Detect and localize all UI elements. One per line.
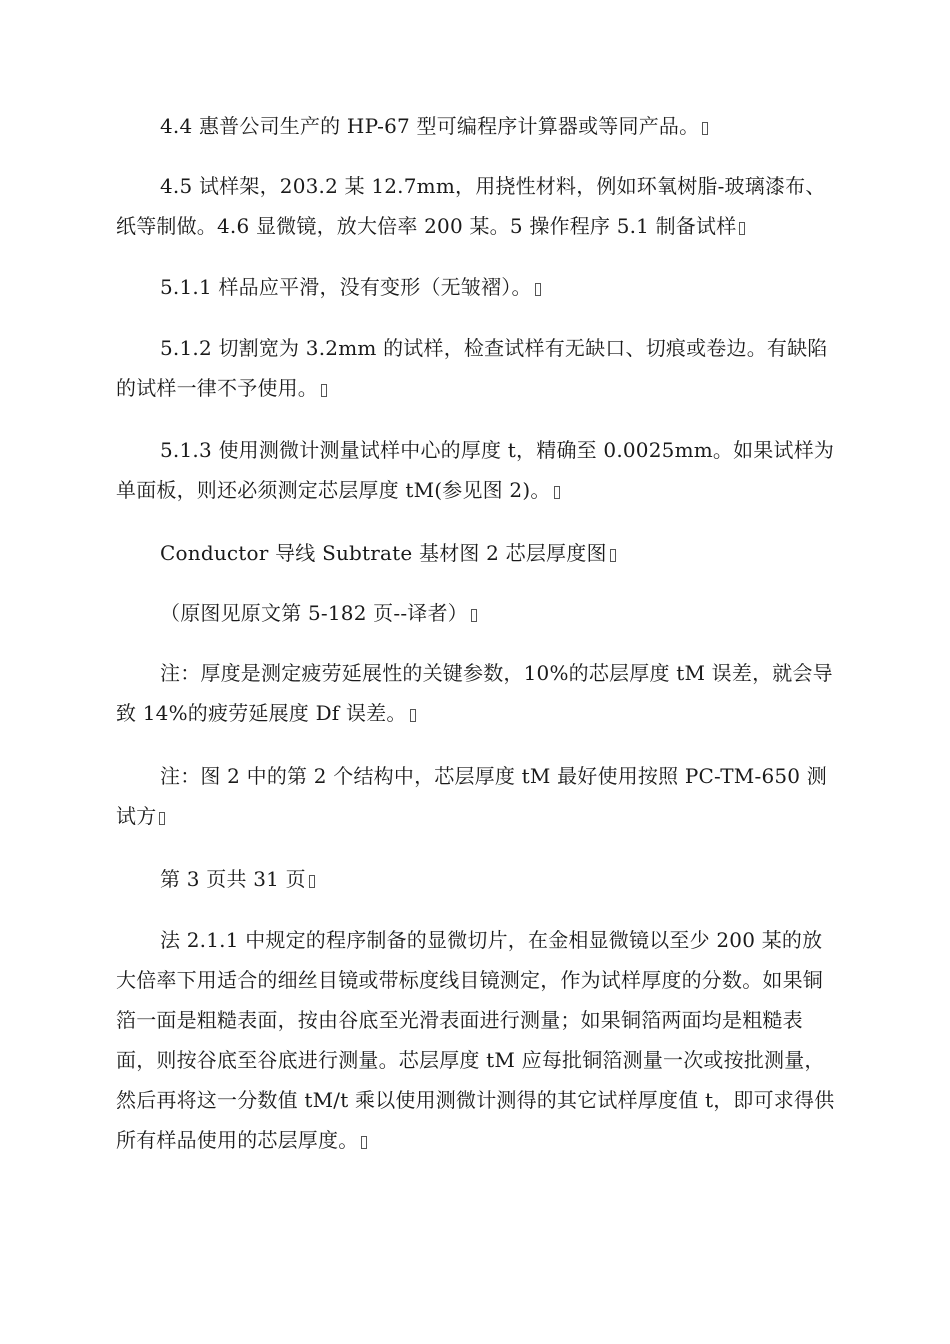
paragraph-text: 注：厚度是测定疲劳延展性的关键参数，10%的芯层厚度 tM 误差，就会导致 14%的疲劳延展度 Df 误差。 (116, 661, 833, 725)
paragraph-mark-icon (410, 709, 416, 722)
note-figure-2 (116, 756, 836, 836)
paragraph-mark-icon (309, 875, 315, 888)
paragraph-text: 第 3 页共 31 页 (160, 867, 306, 891)
paragraph-method (116, 920, 836, 1160)
paragraph-mark-icon (471, 609, 477, 622)
paragraph-4-5 (116, 166, 836, 246)
paragraph-text: 5.1.3 使用测微计测量试样中心的厚度 t，精确至 0.0025mm。如果试样为单面板，则还必须测定芯层厚度 tM(参见图 2)。 (116, 438, 835, 502)
paragraph-text: 5.1.2 切割宽为 3.2mm 的试样，检查试样有无缺口、切痕或卷边。有缺陷的试样一律不予使用。 (116, 336, 828, 400)
paragraph-text: 注：图 2 中的第 2 个结构中，芯层厚度 tM 最好使用按照 PC-TM-650 测试方 (116, 764, 827, 828)
paragraph-mark-icon (554, 486, 560, 499)
paragraph-text: 5.1.1 样品应平滑，没有变形（无皱褶）。 (160, 275, 532, 299)
paragraph-5-1-1 (116, 267, 836, 307)
paragraph-mark-icon (159, 812, 165, 825)
translator-note (116, 593, 836, 633)
note-thickness (116, 653, 836, 733)
paragraph-text: 4.4 惠普公司生产的 HP-67 型可编程序计算器或等同产品。 (160, 114, 700, 138)
paragraph-mark-icon (739, 222, 745, 235)
page-number (116, 859, 836, 899)
paragraph-5-1-2 (116, 328, 836, 408)
paragraph-4-4 (116, 106, 836, 146)
paragraph-5-1-3 (116, 430, 836, 510)
paragraph-mark-icon (321, 384, 327, 397)
paragraph-text: 4.5 试样架，203.2 某 12.7mm，用挠性材料，例如环氧树脂-玻璃漆布、纸等制做。4.6 显微镜，放大倍率 200 某。5 操作程序 5.1 制备试样 (116, 174, 826, 238)
paragraph-mark-icon (535, 283, 541, 296)
paragraph-mark-icon (702, 122, 708, 135)
paragraph-text: （原图见原文第 5-182 页--译者） (160, 601, 468, 625)
paragraph-mark-icon (610, 549, 616, 562)
figure-caption (116, 533, 836, 573)
paragraph-text: 法 2.1.1 中规定的程序制备的显微切片，在金相显微镜以至少 200 某的放大倍率下用适合的细丝目镜或带标度线目镜测定，作为试样厚度的分数。如果铜箔一面是粗糙表面，按由谷底至光滑表面进行测量；如果铜箔两面均是粗糙表面，则按谷底至谷底进行测量。芯层厚度 tM 应每批铜箔测量一次或按批测量，然后再将这一分数值 tM/t 乘以使用测微计测得的其它试样厚度值 t，即可求得供所有样品使用的芯层厚度。 (116, 928, 835, 1152)
paragraph-mark-icon (361, 1136, 367, 1149)
paragraph-text: Conductor 导线 Subtrate 基材图 2 芯层厚度图 (160, 541, 607, 565)
